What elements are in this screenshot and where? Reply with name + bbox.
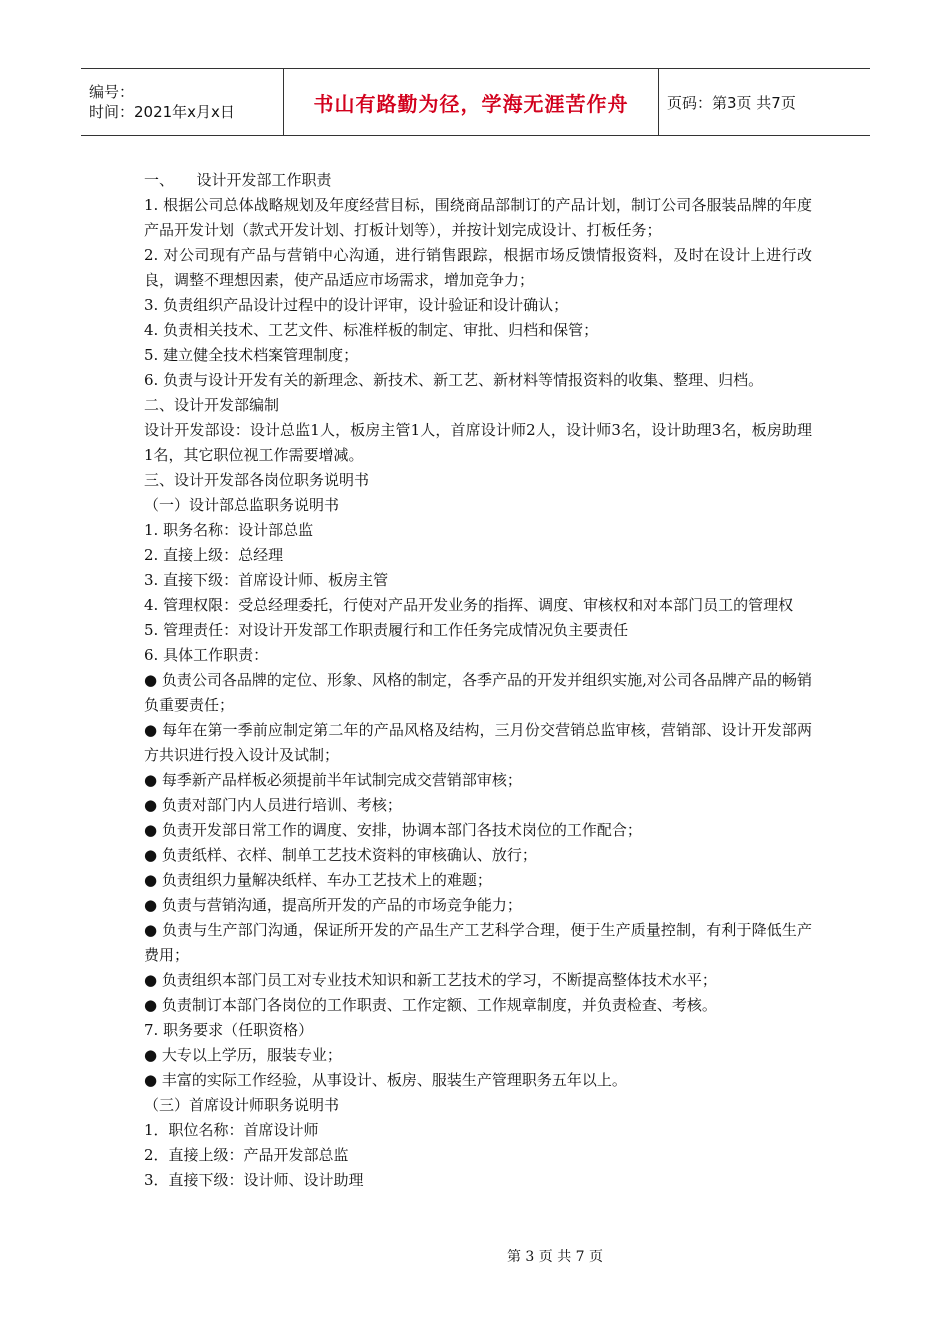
document-number-label: 编号： [89,83,135,101]
paragraph: 1．职位名称：首席设计师 [144,1121,319,1139]
bullet-item: ● 大专以上学历，服装专业； [144,1046,342,1064]
paragraph: 4. 管理权限：受总经理委托，行使对产品开发业务的指挥、调度、审核权和对本部门员工的管理权 [144,596,794,614]
bullet-item: ● 丰富的实际工作经验，从事设计、板房、服装生产管理职务五年以上。 [144,1071,627,1089]
section-heading: 二、设计开发部编制 [144,396,280,414]
page-footer: 第 3 页 共 7 页 [506,1249,604,1265]
header-page-info: 页码：第3页 共7页 [667,93,796,112]
bullet-item: ● 负责制订本部门各岗位的工作职责、工作定额、工作规章制度，并负责检查、考核。 [144,996,717,1014]
bullet-item: ● 负责对部门内人员进行培训、考核； [144,796,402,814]
paragraph: 3．直接下级：设计师、设计助理 [144,1171,364,1189]
bullet-item: ● 负责组织本部门员工对专业技术知识和新工艺技术的学习，不断提高整体技术水平； [144,971,717,989]
paragraph: 6. 具体工作职责： [144,646,269,664]
header-motto-cell [284,69,659,135]
bullet-item: ● 负责与生产部门沟通，保证所开发的产品生产工艺科学合理，便于生产质量控制，有利于降低生产费用； [144,921,812,964]
paragraph: 6. 负责与设计开发有关的新理念、新技术、新工艺、新材料等情报资料的收集、整理、归档。 [144,371,764,389]
paragraph: 2．直接上级：产品开发部总监 [144,1146,349,1164]
document-body [144,168,812,1193]
paragraph: 3. 直接下级：首席设计师、板房主管 [144,571,389,589]
bullet-item: ● 负责公司各品牌的定位、形象、风格的制定，各季产品的开发并组织实施,对公司各品牌产品的畅销负重要责任； [144,671,812,714]
bullet-item: ● 负责与营销沟通，提高所开发的产品的市场竞争能力； [144,896,522,914]
paragraph: 1. 职务名称：设计部总监 [144,521,314,539]
section-heading: 一、 设计开发部工作职责 [144,171,332,189]
page-header [81,68,870,136]
paragraph: 5. 管理责任：对设计开发部工作职责履行和工作任务完成情况负主要责任 [144,621,629,639]
paragraph: 7. 职务要求（任职资格） [144,1021,314,1039]
subsection-heading: （一）设计部总监职务说明书 [144,496,340,514]
paragraph: 4. 负责相关技术、工艺文件、标准样板的制定、审批、归档和保管； [144,321,599,339]
header-motto: 书山有路勤为径，学海无涯苦作舟 [313,91,629,116]
bullet-item: ● 每年在第一季前应制定第二年的产品风格及结构，三月份交营销总监审核，营销部、设计开发部两方共识进行投入设计及试制； [144,721,812,764]
paragraph: 设计开发部设：设计总监1人，板房主管1人，首席设计师2人，设计师3名，设计助理3名，板房助理1名，其它职位视工作需要增减。 [144,421,812,464]
bullet-item: ● 负责纸样、衣样、制单工艺技术资料的审核确认、放行； [144,846,537,864]
header-page-cell [659,69,870,135]
paragraph: 3. 负责组织产品设计过程中的设计评审，设计验证和设计确认； [144,296,569,314]
paragraph: 2. 直接上级：总经理 [144,546,284,564]
paragraph: 2. 对公司现有产品与营销中心沟通，进行销售跟踪，根据市场反馈情报资料，及时在设计上进行改良，调整不理想因素，使产品适应市场需求，增加竞争力； [144,246,812,289]
paragraph: 1. 根据公司总体战略规划及年度经营目标，围绕商品部制订的产品计划，制订公司各服装品牌的年度产品开发计划（款式开发计划、打板计划等），并按计划完成设计、打板任务； [144,196,812,239]
bullet-item: ● 负责开发部日常工作的调度、安排，协调本部门各技术岗位的工作配合； [144,821,642,839]
document-date: 时间：2021年x月x日 [89,103,235,121]
paragraph: 5. 建立健全技术档案管理制度； [144,346,359,364]
bullet-item: ● 每季新产品样板必须提前半年试制完成交营销部审核； [144,771,522,789]
bullet-item: ● 负责组织力量解决纸样、车办工艺技术上的难题； [144,871,492,889]
section-heading: 三、设计开发部各岗位职务说明书 [144,471,370,489]
header-info-cell [81,69,284,135]
subsection-heading: （三）首席设计师职务说明书 [144,1096,340,1114]
